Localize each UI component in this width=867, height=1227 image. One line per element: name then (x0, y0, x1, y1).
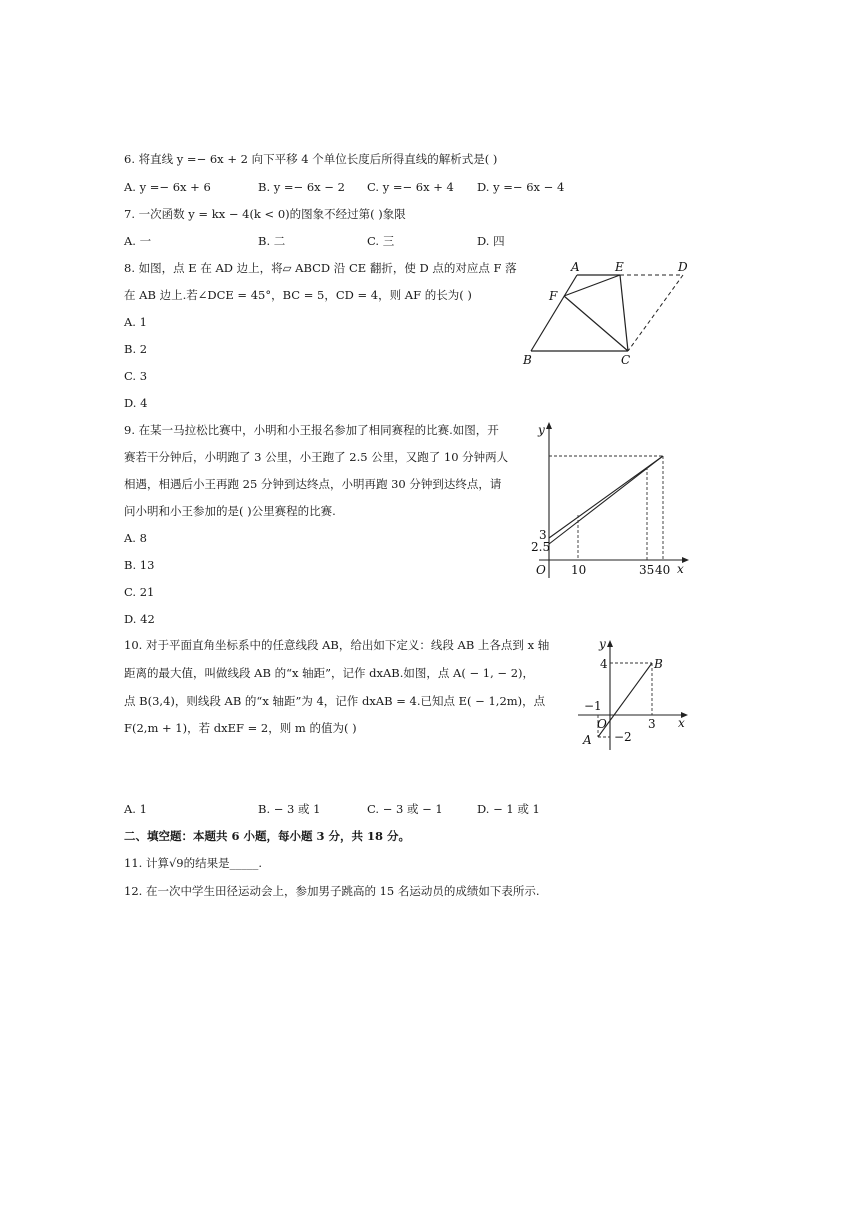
label-b: B (523, 353, 532, 367)
y-tick-3: 3 (539, 528, 547, 542)
q8-option-a: A. 1 (124, 315, 147, 329)
tick-neg2: −2 (614, 730, 632, 744)
q9-stem-line2: 赛若干分钟后，小明跑了 3 公里，小王跑了 2.5 公里，又跑了 10 分钟两人 (124, 450, 509, 464)
q9-option-a: A. 8 (124, 531, 147, 545)
q6-stem: 6. 将直线 y =− 6x + 2 向下平移 4 个单位长度后所得直线的解析式是( ) (124, 152, 498, 166)
q11-stem: 11. 计算√9的结果是_____. (124, 856, 262, 870)
q10-stem-line1: 10. 对于平面直角坐标系中的任意线段 AB，给出如下定义：线段 AB 上各点到 x 轴 (124, 638, 550, 652)
q10-stem-line4: F(2,m + 1)，若 dxEF = 2，则 m 的值为( ) (124, 721, 357, 735)
q9-option-c: C. 21 (124, 585, 155, 599)
q8-option-b: B. 2 (124, 342, 148, 356)
x-axis-label: x (677, 562, 684, 576)
q12-stem: 12. 在一次中学生田径运动会上，参加男子跳高的 15 名运动员的成绩如下表所示. (124, 884, 540, 898)
label-f: F (549, 289, 558, 303)
label-a: A (571, 260, 580, 274)
point-a-label: A (583, 733, 592, 747)
q7-option-c: C. 三 (367, 234, 395, 248)
tick-4: 4 (600, 657, 608, 671)
q8-option-d: D. 4 (124, 396, 148, 410)
q10-option-a: A. 1 (124, 802, 147, 816)
q9-option-d: D. 42 (124, 612, 155, 626)
origin-label: O (536, 563, 546, 577)
section-2-heading: 二、填空题：本题共 6 小题，每小题 3 分，共 18 分。 (124, 829, 411, 843)
label-c: C (621, 353, 631, 367)
q10-stem-line3: 点 B(3,4)，则线段 AB 的“x 轴距”为 4，记作 dxAB = 4.已知点 E( − 1,2m)，点 (124, 694, 546, 708)
q7-stem: 7. 一次函数 y = kx − 4(k < 0)的图象不经过第( )象限 (124, 207, 406, 221)
tick-neg1: −1 (584, 699, 602, 713)
origin-label-q10: O (597, 717, 607, 731)
q6-option-a: A. y =− 6x + 6 (124, 180, 211, 194)
y-axis-label-q10: y (599, 637, 606, 651)
q9-stem-line4: 问小明和小王参加的是( )公里赛程的比赛. (124, 504, 336, 518)
q6-option-b: B. y =− 6x − 2 (258, 180, 345, 194)
marathon-graph-figure (525, 420, 695, 582)
q6-option-d: D. y =− 6x − 4 (477, 180, 565, 194)
q9-option-b: B. 13 (124, 558, 155, 572)
q10-option-c: C. − 3 或 − 1 (367, 802, 443, 816)
q8-stem-line1: 8. 如图，点 E 在 AD 边上，将▱ ABCD 沿 CE 翻折，使 D 点的对应点 F 落 (124, 261, 517, 275)
q7-option-b: B. 二 (258, 234, 286, 248)
tick-3: 3 (648, 717, 656, 731)
q7-option-d: D. 四 (477, 234, 505, 248)
label-d: D (678, 260, 688, 274)
q7-option-a: A. 一 (124, 234, 152, 248)
y-tick-2-5: 2.5 (531, 540, 551, 554)
x-tick-10: 10 (571, 563, 587, 577)
q9-stem-line1: 9. 在某一马拉松比赛中，小明和小王报名参加了相同赛程的比赛.如图，开 (124, 423, 499, 437)
label-e: E (615, 260, 624, 274)
parallelogram-figure (515, 258, 695, 370)
q8-stem-line2: 在 AB 边上.若∠DCE = 45°，BC = 5，CD = 4，则 AF 的长为( ) (124, 288, 472, 302)
q6-option-c: C. y =− 6x + 4 (367, 180, 454, 194)
coordinate-figure (572, 636, 692, 756)
q10-stem-line2: 距离的最大值，叫做线段 AB 的“x 轴距”，记作 dxAB.如图，点 A( − 1, − 2)， (124, 666, 534, 680)
x-axis-label-q10: x (678, 716, 685, 730)
q10-option-d: D. − 1 或 1 (477, 802, 540, 816)
y-axis-label: y (538, 423, 545, 437)
x-tick-40: 40 (655, 563, 671, 577)
q8-option-c: C. 3 (124, 369, 148, 383)
point-b-label: B (654, 657, 663, 671)
x-tick-35: 35 (639, 563, 655, 577)
q9-stem-line3: 相遇，相遇后小王再跑 25 分钟到达终点，小明再跑 30 分钟到达终点，请 (124, 477, 502, 491)
q10-option-b: B. − 3 或 1 (258, 802, 321, 816)
